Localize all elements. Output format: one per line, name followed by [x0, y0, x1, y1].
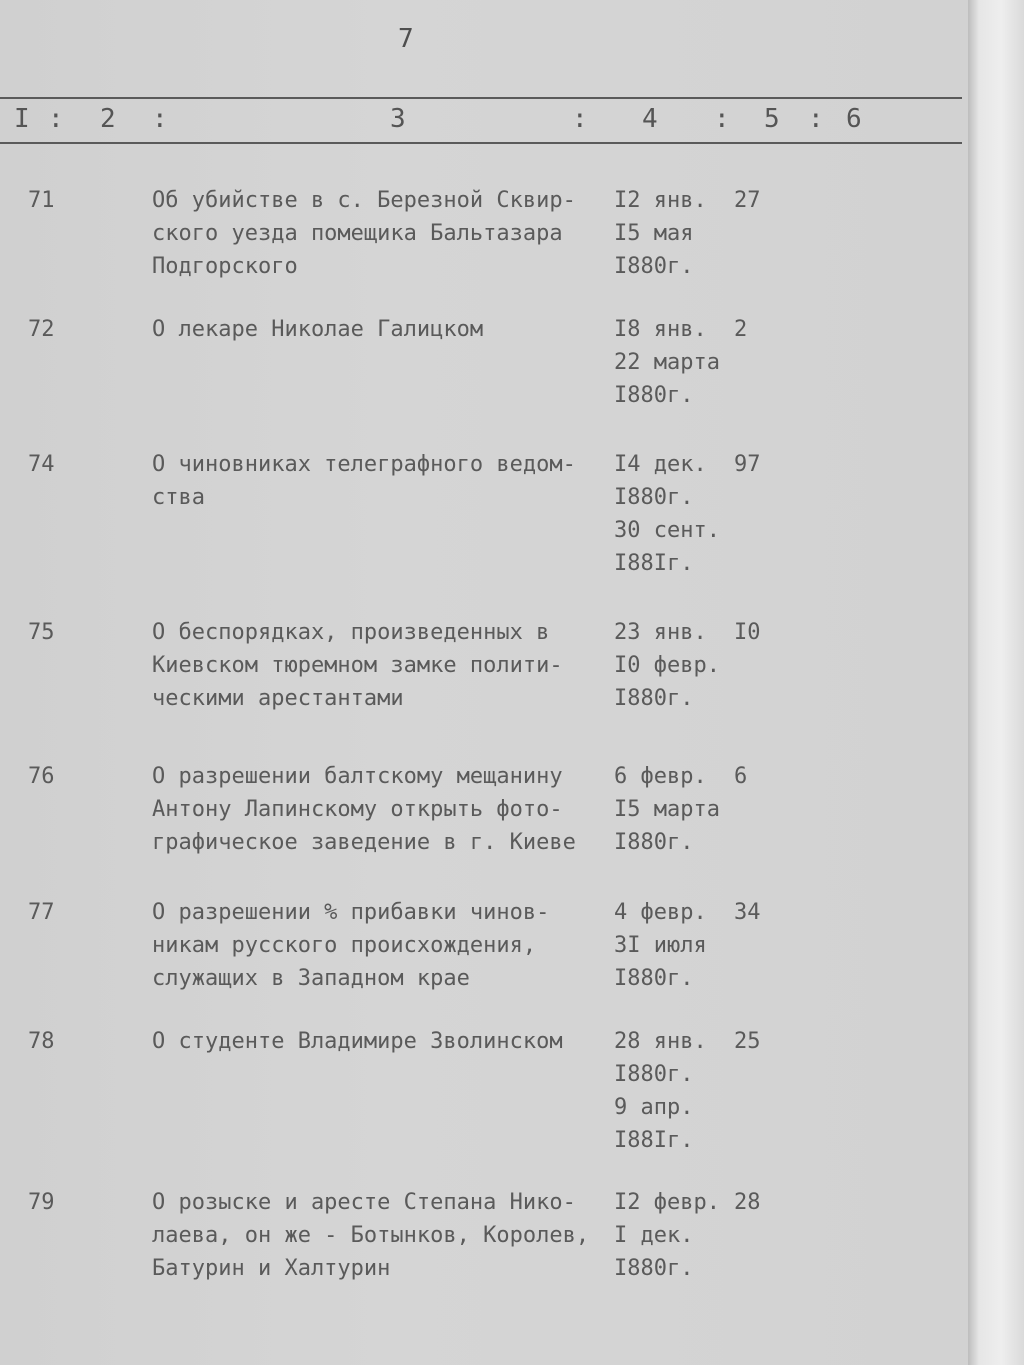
entry-number: 74: [28, 452, 55, 477]
entry-sheets: 28: [734, 1190, 761, 1215]
page-edge: [968, 0, 1024, 1365]
entry-sheets: 6: [734, 764, 748, 789]
column-separator: :: [808, 104, 824, 134]
entry-title: О беспорядках, произведенных в Киевском тюремном замке полити- ческими арестантами: [152, 620, 563, 711]
column-separator: :: [48, 104, 64, 134]
entry-sheets: I0: [734, 620, 761, 645]
entry-title: О чиновниках телеграфного ведом- ства: [152, 452, 576, 510]
entry-title: О разрешении % прибавки чинов- никам русского происхождения, служащих в Западном крае: [152, 900, 550, 991]
entry-sheets: 34: [734, 900, 761, 925]
entry-title: О разрешении балтскому мещанину Антону Лапинскому открыть фото- графическое заведение в г. Киеве: [152, 764, 576, 855]
column-header-1: I: [14, 104, 30, 134]
column-separator: :: [152, 104, 168, 134]
entry-title: О розыске и аресте Степана Нико- лаева, он же - Ботынков, Королев, Батурин и Халтурин: [152, 1190, 590, 1281]
entry-number: 77: [28, 900, 55, 925]
column-header-6: 6: [846, 104, 862, 134]
entry-dates: 23 янв. I0 февр. I880г.: [614, 620, 720, 711]
header-bottom-rule: [0, 142, 962, 144]
entry-dates: 4 февр. 3I июля I880г.: [614, 900, 707, 991]
page-number: 7: [398, 24, 414, 54]
entry-sheets: 97: [734, 452, 761, 477]
header-top-rule: [0, 97, 962, 99]
entry-number: 71: [28, 188, 55, 213]
entry-dates: 28 янв. I880г. 9 апр. I88Iг.: [614, 1029, 707, 1153]
column-header-2: 2: [100, 104, 116, 134]
entry-number: 75: [28, 620, 55, 645]
column-separator: :: [714, 104, 730, 134]
entry-dates: I2 янв. I5 мая I880г.: [614, 188, 707, 279]
entry-number: 78: [28, 1029, 55, 1054]
column-separator: :: [572, 104, 588, 134]
column-header-5: 5: [764, 104, 780, 134]
entry-dates: I2 февр. I дек. I880г.: [614, 1190, 720, 1281]
column-header-3: 3: [390, 104, 406, 134]
entry-number: 79: [28, 1190, 55, 1215]
entry-number: 76: [28, 764, 55, 789]
entry-sheets: 27: [734, 188, 761, 213]
column-header-4: 4: [642, 104, 658, 134]
entry-sheets: 2: [734, 317, 748, 342]
entry-sheets: 25: [734, 1029, 761, 1054]
entry-title: Об убийстве в с. Березной Сквир- ского уезда помещика Бальтазара Подгорского: [152, 188, 576, 279]
entry-title: О студенте Владимире Зволинском: [152, 1029, 563, 1054]
entry-dates: I4 дек. I880г. 30 сент. I88Iг.: [614, 452, 720, 576]
entry-title: О лекаре Николае Галицком: [152, 317, 484, 342]
entry-dates: 6 февр. I5 марта I880г.: [614, 764, 720, 855]
entry-number: 72: [28, 317, 55, 342]
entry-dates: I8 янв. 22 марта I880г.: [614, 317, 720, 408]
